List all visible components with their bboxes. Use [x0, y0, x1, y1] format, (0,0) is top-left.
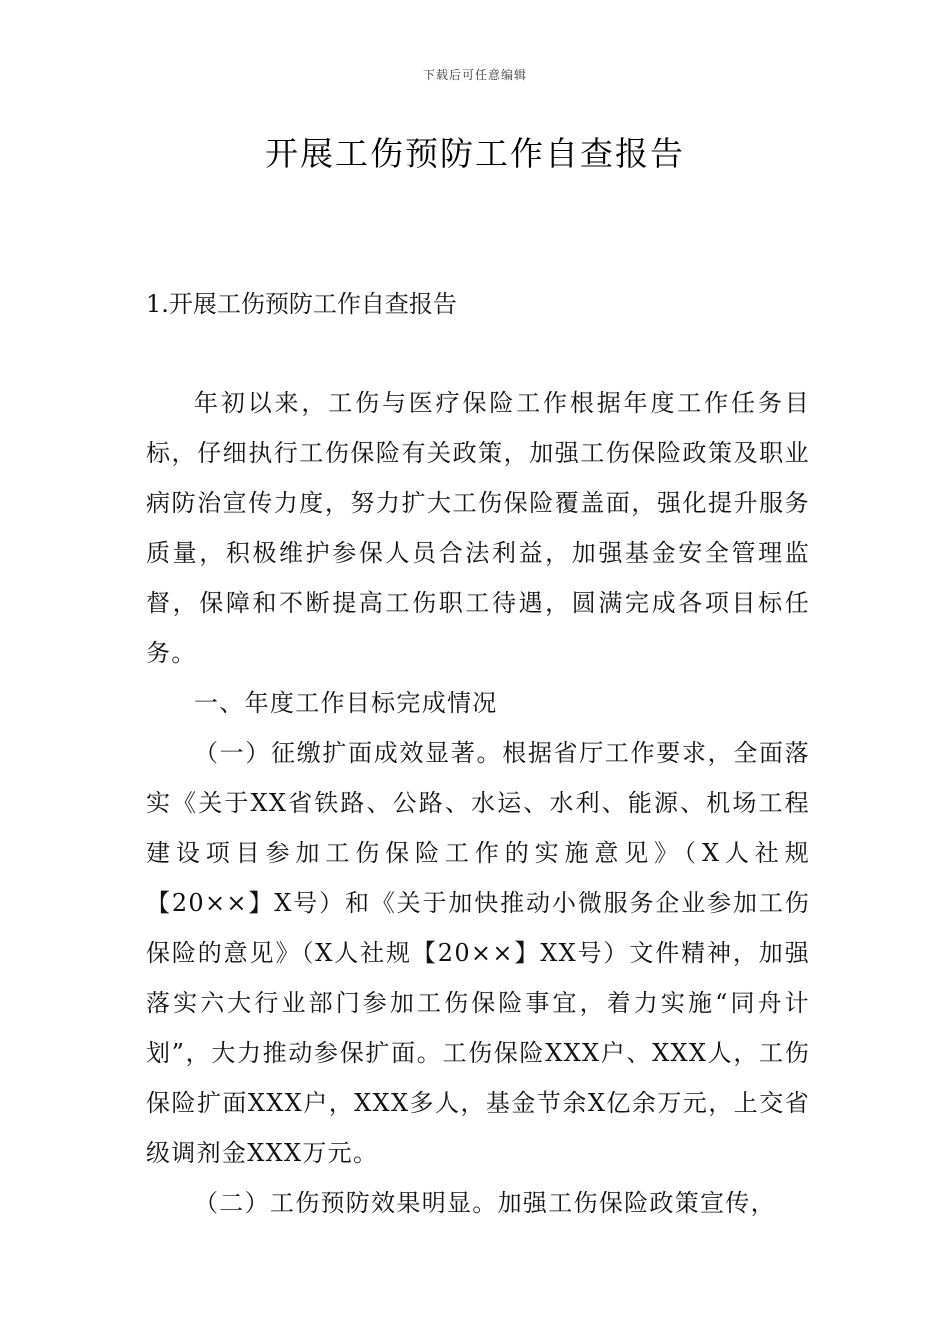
header-note: 下载后可任意编辑	[422, 68, 527, 82]
document-body	[146, 378, 810, 1228]
paragraph-intro: 年初以来，工伤与医疗保险工作根据年度工作任务目标，仔细执行工伤保险有关政策，加强工伤保险政策及职业病防治宣传力度，努力扩大工伤保险覆盖面，强化提升服务质量，积极维护参保人员合法利益，加强基金安全管理监督，保障和不断提高工伤职工待遇，圆满完成各项目标任务。	[146, 389, 810, 667]
section-subtitle: 1.开展工伤预防工作自查报告	[146, 290, 457, 318]
paragraph-section-heading: 一、年度工作目标完成情况	[194, 689, 498, 717]
document-title: 开展工伤预防工作自查报告	[265, 134, 685, 173]
paragraph-item-2: （二）工伤预防效果明显。加强工伤保险政策宣传，	[194, 1189, 776, 1217]
paragraph-item-1: （一）征缴扩面成效显著。根据省厅工作要求，全面落实《关于XX省铁路、公路、水运、水利、能源、机场工程建设项目参加工伤保险工作的实施意见》（X人社规【20××】X号）和《关于加快推动小微服务企业参加工伤保险的意见》（X人社规【20××】XX号）文件精神，加强落实六大行业部门参加工伤保险事宜，着力实施“同舟计划”，大力推动参保扩面。工伤保险XXX户、XXX人，工伤保险扩面XXX户，XXX多人，基金节余X亿余万元，上交省级调剂金XXX万元。	[146, 739, 810, 1167]
